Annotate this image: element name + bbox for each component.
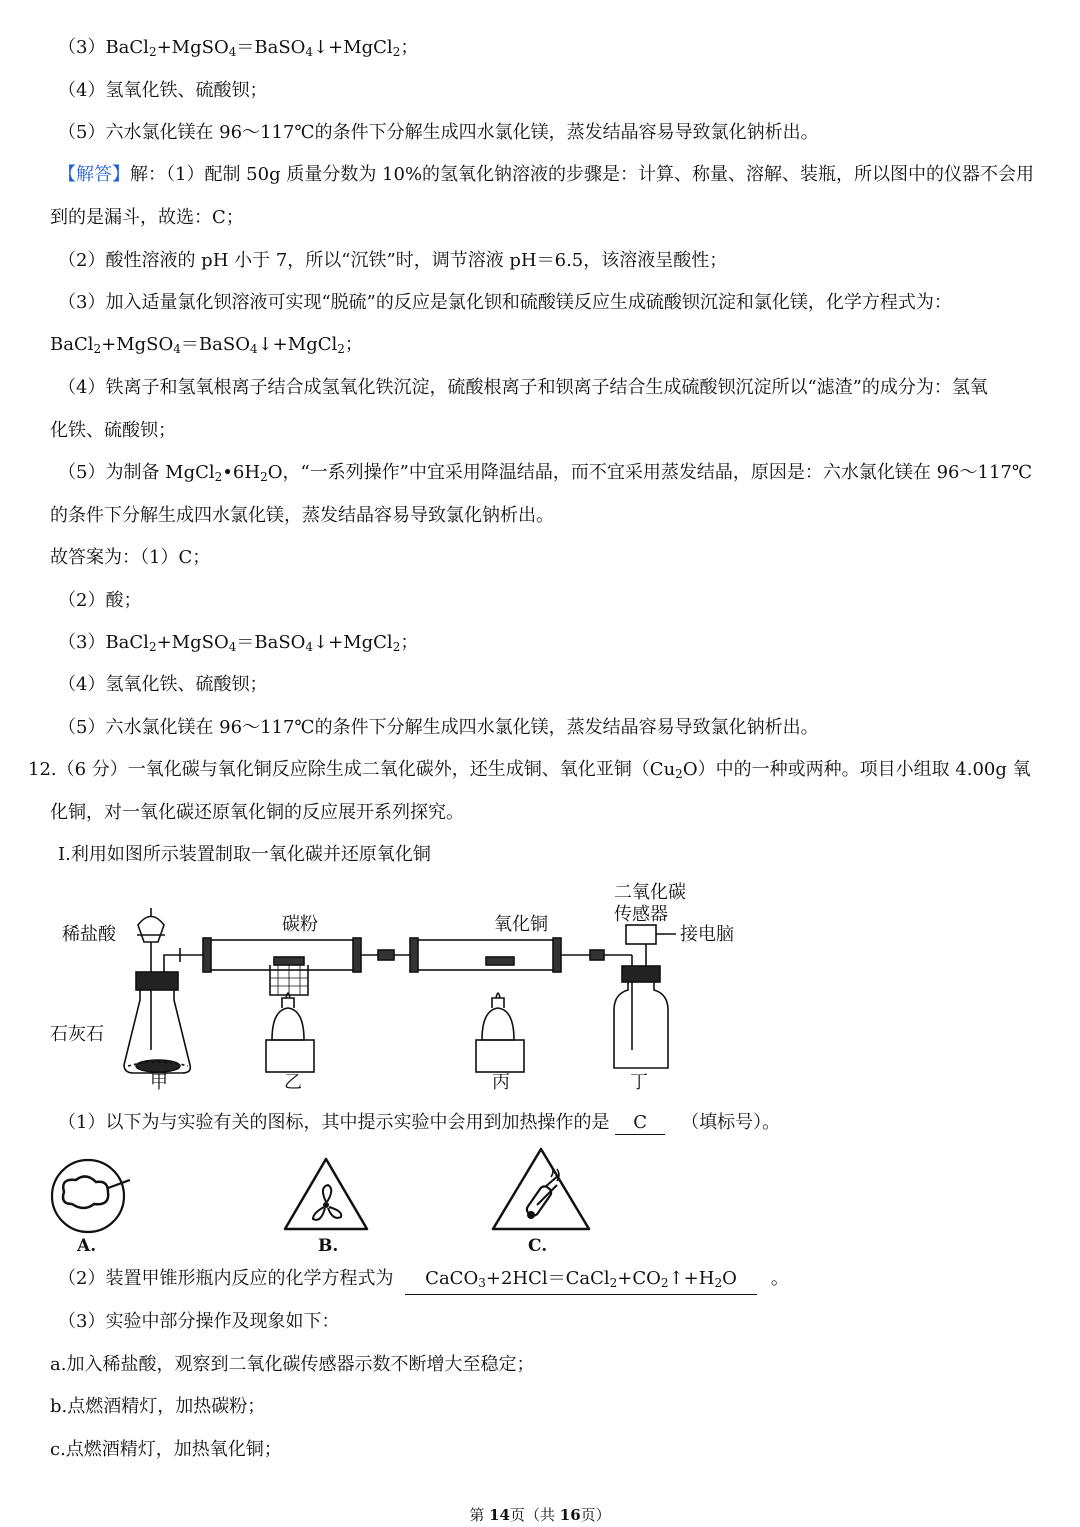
ventilation-fan-icon	[283, 1155, 373, 1235]
text-line: 【解答】解：（1）配制 50g 质量分数为 10%的氢氧化钠溶液的步骤是：计算、称量、溶解、装瓶，所以图中的仪器不会用	[58, 164, 1035, 185]
icon-label-c: C.	[528, 1236, 548, 1256]
text-line: （3）实验中部分操作及现象如下：	[58, 1311, 340, 1332]
label-copper-oxide: 氧化铜	[494, 914, 548, 935]
text-line: 到的是漏斗，故选：C；	[50, 207, 244, 228]
section-heading: Ⅰ.利用如图所示装置制取一氧化碳并还原氧化铜	[58, 844, 431, 865]
text-line: 故答案为：（1）C；	[50, 547, 211, 568]
label-co2-sensor-2: 传感器	[614, 904, 668, 925]
text-line: 化铜，对一氧化碳还原氧化铜的反应展开系列探究。	[50, 802, 464, 823]
question-1: （1）以下为与实验有关的图标，其中提示实验中会用到加热操作的是 C （填标号）。	[58, 1112, 781, 1133]
text-line: BaCl$_2$+MgSO$_4$＝BaSO$_4$↓+MgCl$_2$；	[50, 334, 363, 356]
text-line: 化铁、硫酸钡；	[50, 420, 176, 441]
step-c: c.点燃酒精灯，加热氧化铜；	[50, 1439, 282, 1460]
icon-label-b: B.	[318, 1236, 339, 1256]
step-a: a.加入稀盐酸，观察到二氧化碳传感器示数不断增大至稳定；	[50, 1354, 535, 1375]
answer-tag: 【解答】	[58, 164, 130, 185]
text-line: （4）氢氧化铁、硫酸钡；	[58, 80, 268, 101]
label-connect-computer: 接电脑	[680, 924, 734, 945]
label-dilute-hcl: 稀盐酸	[62, 924, 116, 945]
text-line: （5）六水氯化镁在 96～117℃的条件下分解生成四水氯化镁，蒸发结晶容易导致氯化钠析出。	[58, 717, 819, 738]
label-limestone: 石灰石	[50, 1024, 104, 1045]
label-co2-sensor-1: 二氧化碳	[614, 882, 686, 903]
text-line: （3）BaCl$_2$+MgSO$_4$＝BaSO$_4$↓+MgCl$_2$；	[58, 37, 419, 59]
label-ding: 丁	[630, 1072, 648, 1093]
label-bing: 丙	[492, 1072, 510, 1093]
label-carbon-powder: 碳粉	[282, 914, 318, 935]
icon-label-a: A.	[77, 1236, 97, 1256]
answer-blank-1: C	[615, 1112, 665, 1135]
text-line: （4）氢氧化铁、硫酸钡；	[58, 674, 268, 695]
text-line: （5）六水氯化镁在 96～117℃的条件下分解生成四水氯化镁，蒸发结晶容易导致氯化钠析出。	[58, 122, 819, 143]
text-line: （3）加入适量氯化钡溶液可实现“脱硫”的反应是氯化钡和硫酸镁反应生成硫酸钡沉淀和氯化镁，化学方程式为：	[58, 292, 952, 313]
heating-test-tube-icon	[493, 1145, 593, 1235]
label-jia: 甲	[150, 1072, 168, 1093]
label-yi: 乙	[284, 1072, 302, 1093]
text-line: （3）BaCl$_2$+MgSO$_4$＝BaSO$_4$↓+MgCl$_2$；	[58, 632, 419, 654]
page-footer: 第 14页（共 16页）	[469, 1506, 611, 1524]
step-b: b.点燃酒精灯，加热碳粉；	[50, 1396, 266, 1417]
text-line: （2）酸；	[58, 590, 142, 611]
text-line: （2）酸性溶液的 pH 小于 7，所以“沉铁”时，调节溶液 pH＝6.5，该溶液呈酸性；	[58, 250, 728, 271]
text-line: （5）为制备 $MgCl_2•6H_2O$，“一系列操作”中宜采用降温结晶，而不宜采用蒸发结晶，原因是：六水氯化镁在 96～117℃	[58, 462, 1032, 484]
question-12-stem: 12.（6 分）一氧化碳与氧化铜反应除生成二氧化碳外，还生成铜、氧化亚铜$(Cu_2O)$中的一种或两种。项目小组取 4.00g 氧	[28, 759, 1031, 781]
hot-hands-icon	[50, 1158, 130, 1238]
text-line: （4）铁离子和氢氧根离子结合成氢氧化铁沉淀，硫酸根离子和钡离子结合生成硫酸钡沉淀所以“滤渣”的成分为：氢氧	[58, 377, 988, 398]
answer-blank-2: $CaCO_3+2HCl=CaCl_2+CO_2↑+H_2O$	[405, 1268, 757, 1295]
question-2: （2）装置甲锥形瓶内反应的化学方程式为 $CaCO_3+2HCl=CaCl_2+CO_2↑+H_2O$ 。	[58, 1266, 789, 1295]
text-line: 的条件下分解生成四水氯化镁，蒸发结晶容易导致氯化钠析出。	[50, 505, 554, 526]
